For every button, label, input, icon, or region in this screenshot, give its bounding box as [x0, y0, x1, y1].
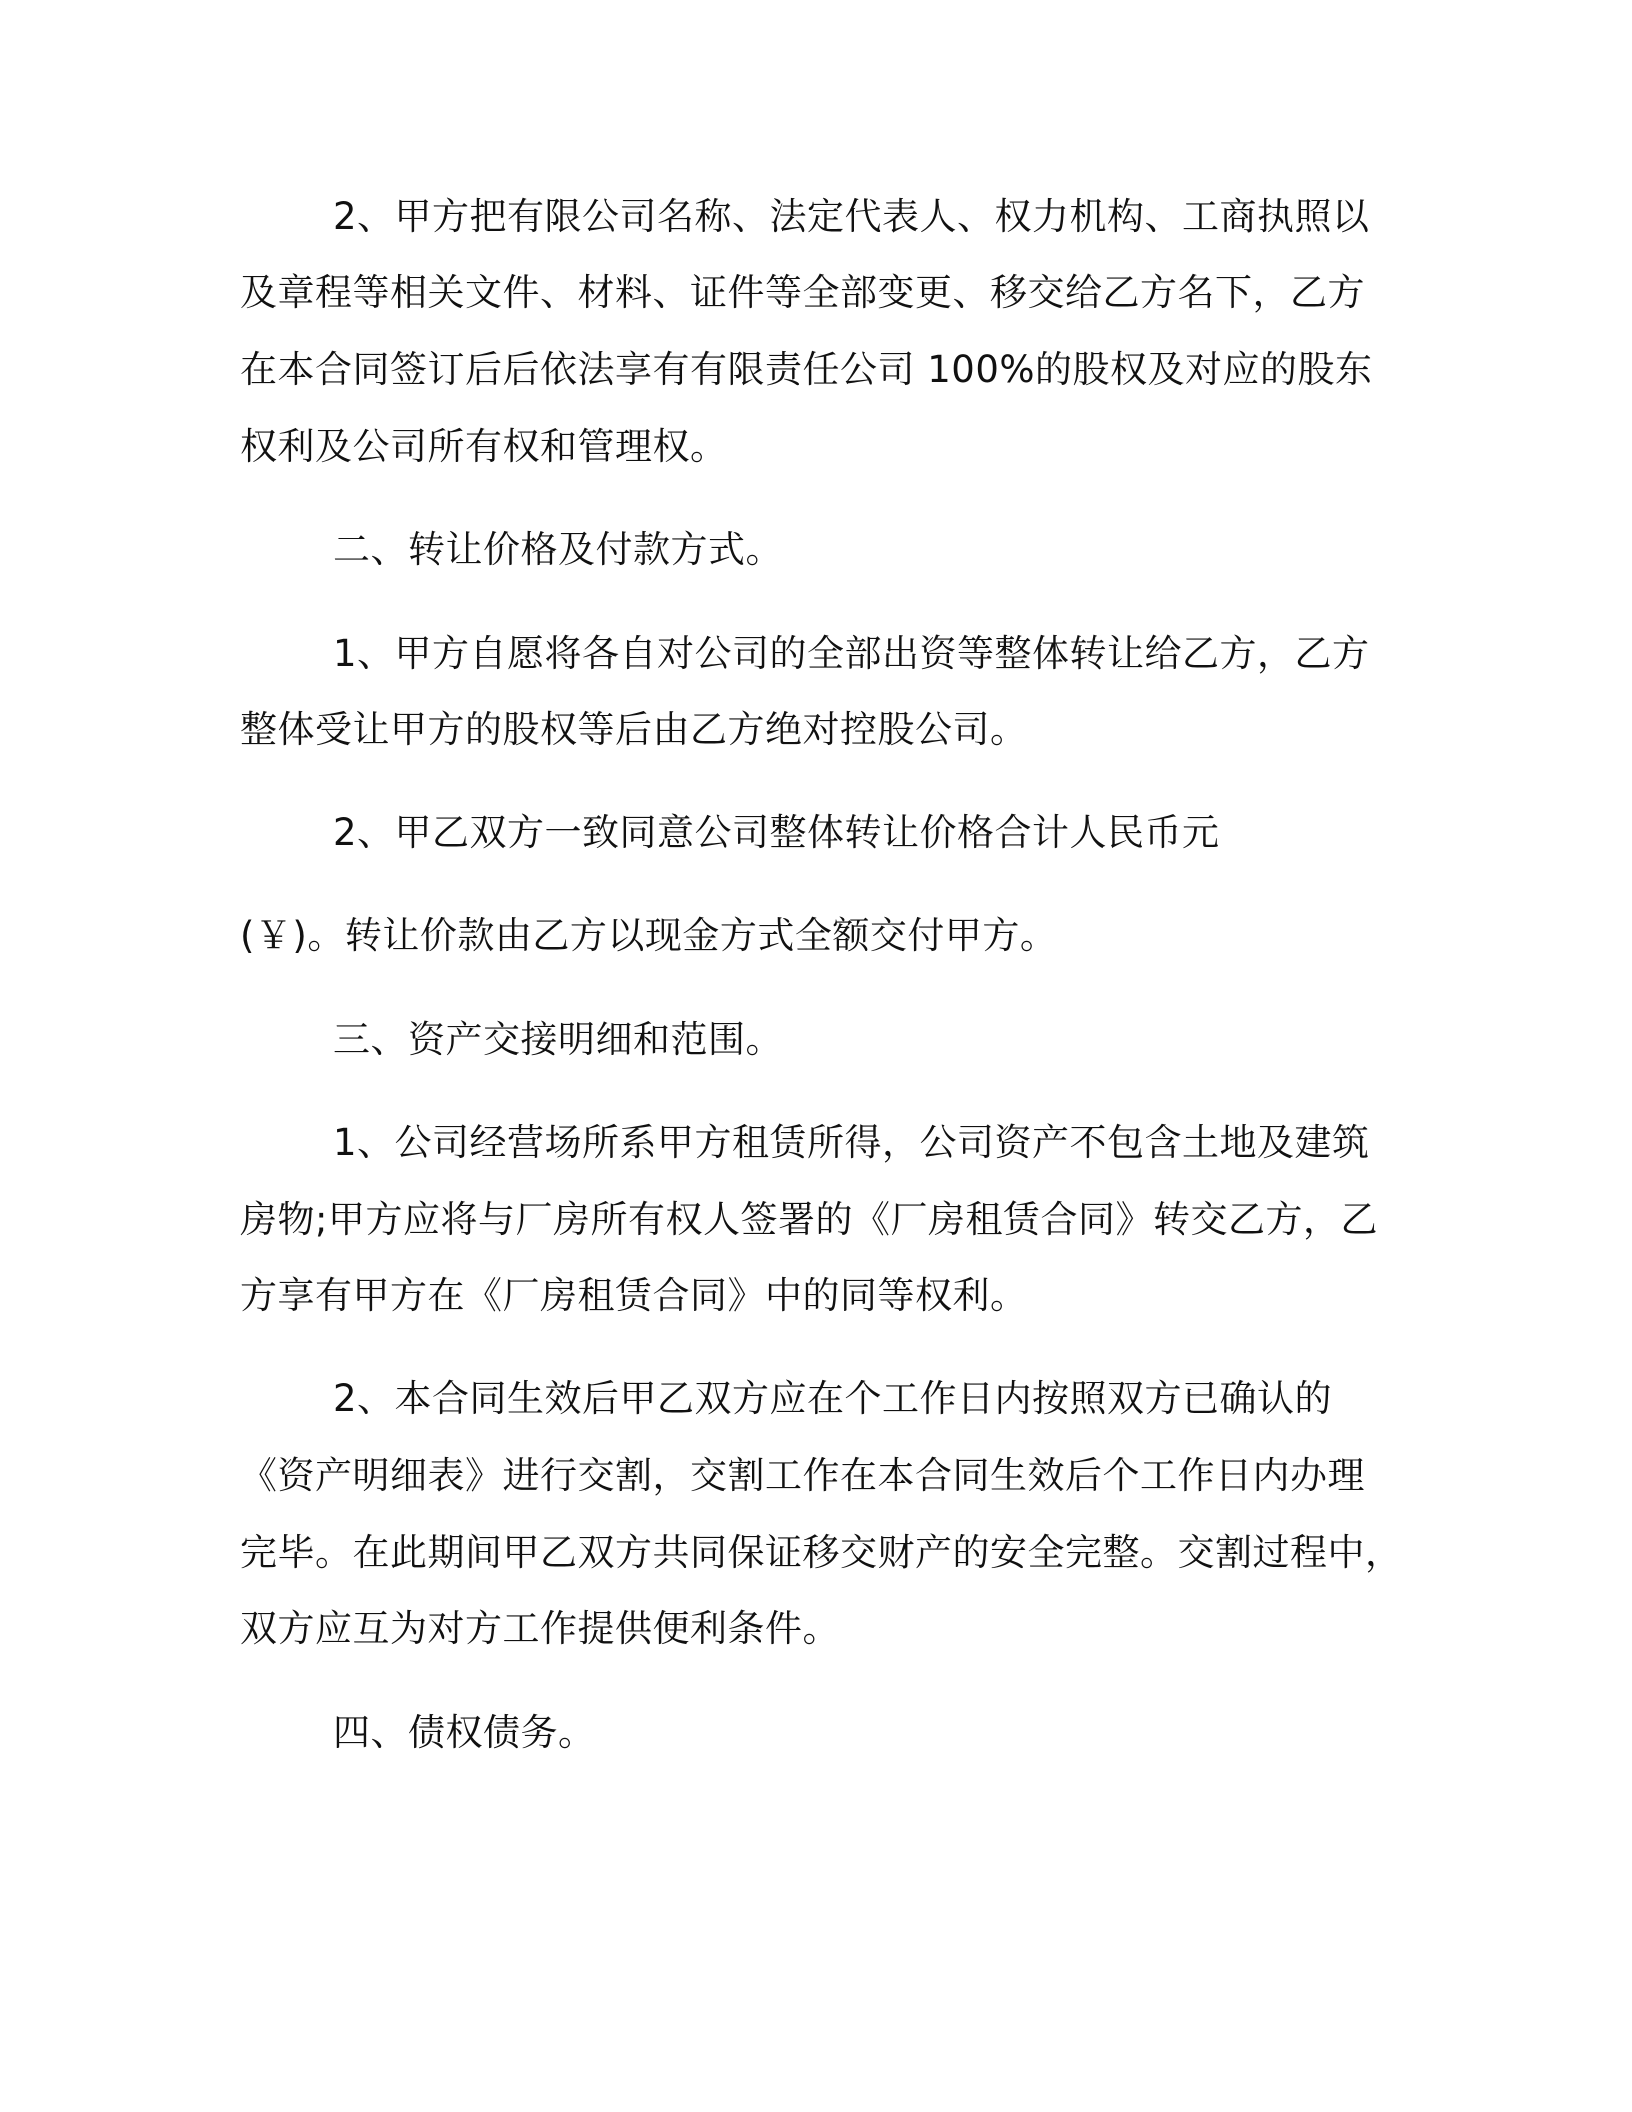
section-heading-3: 三、资产交接明细和范围。 [333, 1018, 783, 1061]
clause-3-2-line-1: 2、本合同生效后甲乙双方应在个工作日内按照双方已确认的 [333, 1377, 1333, 1420]
clause-3-2-line-4: 双方应互为对方工作提供便利条件。 [240, 1607, 840, 1650]
section-heading-4: 四、债权债务。 [333, 1711, 596, 1754]
clause-1-2-line-4: 权利及公司所有权和管理权。 [240, 425, 728, 468]
clause-3-1-line-2: 房物;甲方应将与厂房所有权人签署的《厂房租赁合同》转交乙方，乙 [240, 1198, 1378, 1241]
clause-2-2-line-2: (￥)。转让价款由乙方以现金方式全额交付甲方。 [240, 914, 1058, 957]
clause-1-2-line-1: 2、甲方把有限公司名称、法定代表人、权力机构、工商执照以 [333, 195, 1370, 238]
section-heading-2: 二、转让价格及付款方式。 [333, 528, 783, 571]
clause-2-1-line-2: 整体受让甲方的股权等后由乙方绝对控股公司。 [240, 708, 1028, 751]
clause-3-2-line-3: 完毕。在此期间甲乙双方共同保证移交财产的安全完整。交割过程中， [240, 1531, 1403, 1574]
clause-3-2-line-2: 《资产明细表》进行交割，交割工作在本合同生效后个工作日内办理 [240, 1454, 1365, 1497]
clause-3-1-line-1: 1、公司经营场所系甲方租赁所得，公司资产不包含土地及建筑 [333, 1121, 1370, 1164]
clause-2-2-line-1: 2、甲乙双方一致同意公司整体转让价格合计人民币元 [333, 811, 1220, 854]
clause-1-2-line-2: 及章程等相关文件、材料、证件等全部变更、移交给乙方名下，乙方 [240, 271, 1365, 314]
clause-3-1-line-3: 方享有甲方在《厂房租赁合同》中的同等权利。 [240, 1274, 1028, 1317]
clause-2-1-line-1: 1、甲方自愿将各自对公司的全部出资等整体转让给乙方，乙方 [333, 632, 1370, 675]
clause-1-2-line-3: 在本合同签订后后依法享有有限责任公司 100%的股权及对应的股东 [240, 348, 1373, 391]
